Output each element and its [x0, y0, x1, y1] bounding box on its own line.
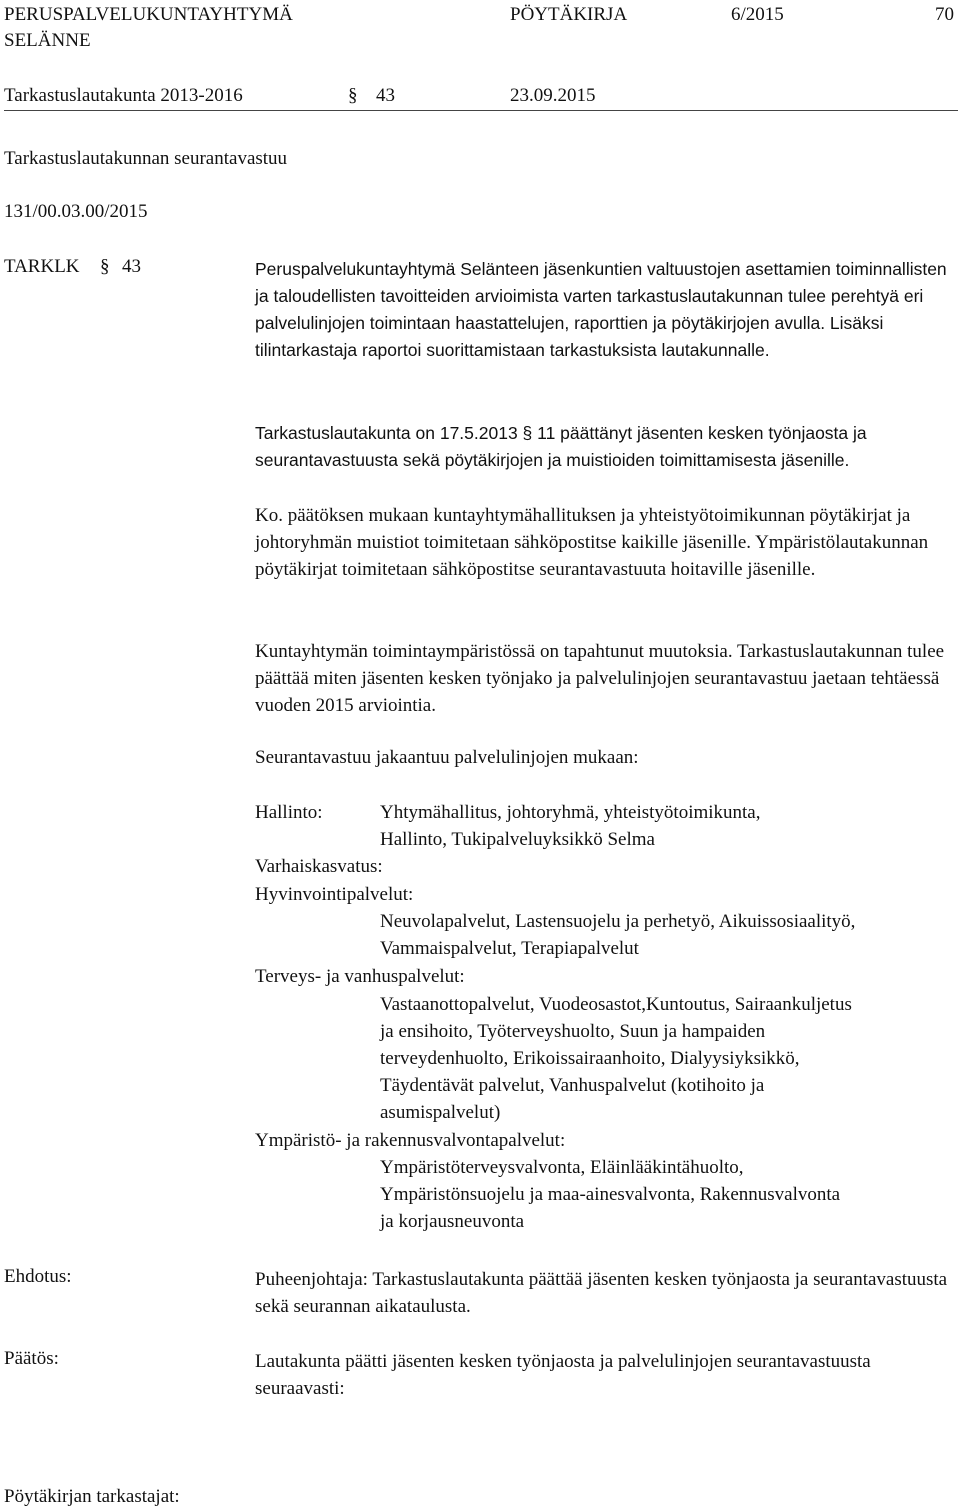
- org-name: PERUSPALVELUKUNTAYHTYMÄ: [4, 4, 293, 25]
- resp-item-line: Neuvolapalvelut, Lastensuojelu ja perhetyö, Aikuissosiaalityö,: [380, 911, 856, 932]
- decision-label: Päätös:: [4, 1348, 59, 1369]
- resp-item-line: Vastaanottopalvelut, Vuodeosastot,Kuntoutus, Sairaankuljetus: [380, 994, 852, 1015]
- resp-label-ymparisto: Ympäristö- ja rakennusvalvontapalvelut:: [255, 1130, 566, 1151]
- resp-label-terveys: Terveys- ja vanhuspalvelut:: [255, 966, 465, 987]
- resp-item-line: asumispalvelut): [380, 1102, 501, 1123]
- paragraph-changes: Kuntayhtymän toimintaympäristössä on tapahtunut muutoksia. Tarkastuslautakunnan tulee päättää miten jäsenten kesken työnjako ja palvelulinjojen seurantavastuu jaetaan tehtäessä vuoden 2015 arviointia.: [255, 641, 945, 716]
- reference-number: 131/00.03.00/2015: [4, 201, 148, 222]
- resp-label-hyvinvointi: Hyvinvointipalvelut:: [255, 884, 414, 905]
- resp-item-line: Ympäristönsuojelu ja maa-ainesvalvonta, Rakennusvalvonta: [380, 1184, 841, 1205]
- page-number: 70: [935, 4, 954, 25]
- paragraph-intro: Peruspalvelukuntayhtymä Selänteen jäsenkuntien valtuustojen asettamien toiminnallisten ja taloudellisten tavoitteiden arvioimista varten tarkastuslautakunnan tulee perehtyä eri palvelulinjojen toimintaan haastattelujen, raporttien ja pöytäkirjojen avulla. Lisäksi tilintarkastaja raportoi suorittamistaan tarkastuksista lautakunnalle.: [255, 259, 947, 360]
- header-divider: [4, 110, 958, 111]
- paragraph-responsibility-intro: Seurantavastuu jakaantuu palvelulinjojen mukaan:: [255, 747, 639, 768]
- proposal-text: Puheenjohtaja: Tarkastuslautakunta päättää jäsenten kesken työnjaosta ja seurantavastuusta sekä seurannan aikataulusta.: [255, 1269, 948, 1317]
- resp-item-line: Täydentävät palvelut, Vanhuspalvelut (kotihoito ja: [380, 1075, 765, 1096]
- resp-item-line: Vammaispalvelut, Terapiapalvelut: [380, 938, 639, 959]
- resp-label-hallinto: Hallinto:: [255, 802, 323, 823]
- resp-item-line: ja korjausneuvonta: [380, 1211, 525, 1232]
- decision-text: Lautakunta päätti jäsenten kesken työnjaosta ja palvelulinjojen seurantavastuusta seuraavasti:: [255, 1351, 871, 1399]
- resp-item-line: terveydenhuolto, Erikoissairaanhoito, Dialyysiyksikkö,: [380, 1048, 800, 1069]
- minutes-checkers-label: Pöytäkirjan tarkastajat:: [4, 1486, 180, 1507]
- paragraph-distribution: Ko. päätöksen mukaan kuntayhtymähallituksen ja yhteistyötoimikunnan pöytäkirjat ja johtoryhmän muistiot toimitetaan sähköpostitse kaikille jäsenille. Ympäristölautakunnan pöytäkirjat toimitetaan sähköpostitse seurantavastuuta hoitaville jäsenille.: [255, 505, 929, 580]
- resp-item-line: Ympäristöterveysvalvonta, Eläinlääkintähuolto,: [380, 1157, 744, 1178]
- doc-type: PÖYTÄKIRJA: [510, 4, 628, 25]
- page-title: Tarkastuslautakunnan seurantavastuu: [4, 148, 288, 169]
- doc-number: 6/2015: [731, 4, 784, 25]
- resp-item-line: Hallinto, Tukipalveluyksikkö Selma: [380, 829, 655, 850]
- section-ref-number: 43: [122, 256, 141, 277]
- section-code: TARKLK: [4, 256, 80, 277]
- committee-name: Tarkastuslautakunta 2013-2016: [4, 85, 243, 106]
- section-ref-symbol: §: [100, 256, 110, 277]
- resp-label-varhaiskasvatus: Varhaiskasvatus:: [255, 856, 383, 877]
- section-symbol: §: [348, 85, 358, 106]
- org-name-line2: SELÄNNE: [4, 30, 91, 51]
- proposal-label: Ehdotus:: [4, 1266, 72, 1287]
- meeting-date: 23.09.2015: [510, 85, 596, 106]
- resp-item-line: ja ensihoito, Työterveyshuolto, Suun ja hampaiden: [380, 1021, 766, 1042]
- section-number: 43: [376, 85, 395, 106]
- resp-item-line: Yhtymähallitus, johtoryhmä, yhteistyötoimikunta,: [380, 802, 761, 823]
- paragraph-decision-history: Tarkastuslautakunta on 17.5.2013 § 11 päättänyt jäsenten kesken työnjaosta ja seurantavastuusta sekä pöytäkirjojen ja muistioiden toimittamisesta jäsenille.: [255, 423, 867, 470]
